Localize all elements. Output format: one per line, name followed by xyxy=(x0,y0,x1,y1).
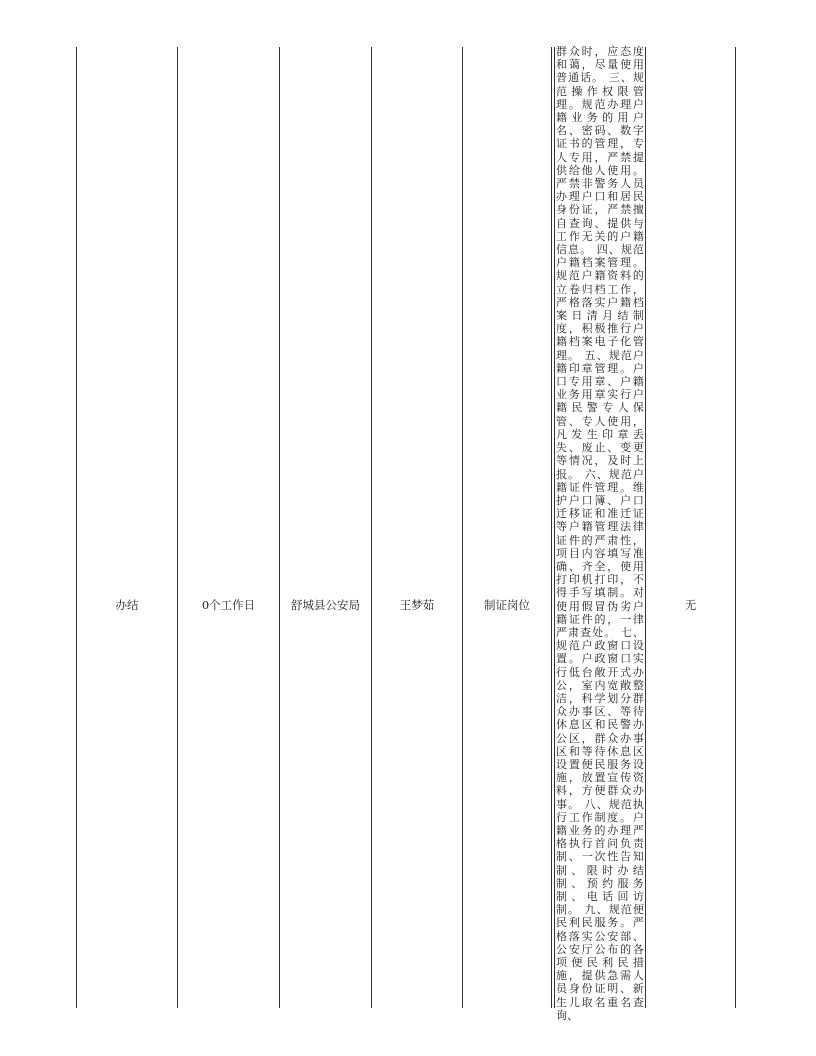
cell-department: 舒城县公安局 xyxy=(291,598,360,612)
table-border-col-2 xyxy=(279,47,280,1008)
table-border-col-4 xyxy=(462,47,463,1008)
table-border-col-5a xyxy=(551,47,552,1008)
cell-person: 王梦茹 xyxy=(399,598,435,612)
table-border-right xyxy=(735,47,736,1008)
cell-standards-text: 群众时，应态度和蔼，尽量使用普通话。 三、规范操作权限管理。规范办理户籍业务的用户名、密码、数字证书的管理，专人专用，严禁提供给他人使用。严禁非警务人员办理户口和居民身份证，严禁擅自查询、提供与工作无关的户籍信息。 四、规范户籍档案管理。规范户籍资料的立卷归档工作，严格落实户籍档案日清月结制度，积极推行户籍档案电子化管理。 五、规范户籍印章管理。户口专用章、户籍业务用章实行户籍民警专人保管、专人使用，凡发生印章丢失、废止、变更等情况，及时上报。 六、规范户籍证件管理。维护户口簿、户口迁移证和准迁证等户籍管理法律证件的严肃性，项目内容填写准确、齐全，使用打印机打印，不得手写填制。对使用假冒伪劣户籍证件的，一律严肃查处。 七、规范户政窗口设置。户政窗口实行低台敞开式办公，室内宽敞整洁，科学划分群众办事区、等待休息区和民警办公区，群众办事区和等待休息区设置便民服务设施，放置宣传资料，方便群众办事。 八、规范执行工作制度。户籍业务的办理严格执行首问负责制、一次性告知制、限时办结制、预约服务制、电话回访制。 九、规范便民利民服务。严格落实公安部、公安厅公布的各项便民利民措施，提供急需人员身份证明、新生儿取名重名查询、 xyxy=(556,45,644,1022)
cell-handling-type: 办结 xyxy=(115,598,139,612)
table-border-left xyxy=(76,47,77,1008)
table-border-col-6 xyxy=(645,47,646,1008)
table-border-col-5b xyxy=(554,47,555,1008)
table-border-col-1 xyxy=(177,47,178,1008)
cell-position: 制证岗位 xyxy=(484,598,530,612)
table-border-col-3 xyxy=(371,47,372,1008)
cell-remarks: 无 xyxy=(684,598,697,612)
cell-time-limit: 0个工作日 xyxy=(201,598,256,612)
